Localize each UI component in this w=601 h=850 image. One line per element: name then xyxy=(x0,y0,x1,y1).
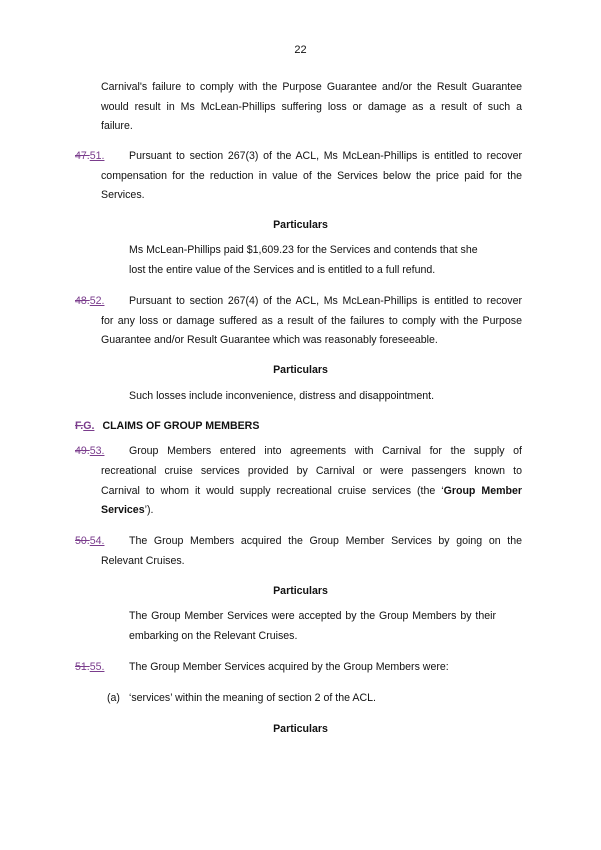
defined-term: Group Member xyxy=(443,485,523,497)
sub-item-a-label: (a) xyxy=(107,692,120,704)
particulars2-line-1: Such losses include inconvenience, distress and disappointment. xyxy=(129,390,435,402)
intro-line-1: Carnival's failure to comply with the Purpose Guarantee and/or the Result Guarantee xyxy=(101,81,522,93)
deleted-number: 51. xyxy=(75,661,90,673)
deleted-section-letter: F. xyxy=(75,420,84,432)
para53-line-4 xyxy=(101,504,153,516)
particulars-heading-2: Particulars xyxy=(273,364,328,376)
inserted-number: 55. xyxy=(89,661,105,673)
para54-line-2: Relevant Cruises. xyxy=(101,555,185,567)
deleted-number: 49. xyxy=(75,445,90,457)
para53-line-2: recreational cruise services provided by Carnival or were passengers known to xyxy=(101,465,522,477)
para52-line-1: Pursuant to section 267(4) of the ACL, Ms McLean-Phillips is entitled to recover xyxy=(129,295,522,307)
para55-line-1: The Group Member Services acquired by the Group Members were: xyxy=(129,661,449,673)
particulars3-line-1: The Group Member Services were accepted by the Group Members by their xyxy=(129,610,496,622)
particulars1-line-1: Ms McLean-Phillips paid $1,609.23 for the Services and contends that she xyxy=(129,244,478,256)
particulars3-line-2: embarking on the Relevant Cruises. xyxy=(129,630,298,642)
para53-line-3 xyxy=(101,485,522,497)
para52-line-3: Guarantee and/or Result Guarantee which was reasonably foreseeable. xyxy=(101,334,438,346)
inserted-number: 54. xyxy=(89,535,105,547)
particulars-heading-1: Particulars xyxy=(273,219,328,231)
para53-line-1: Group Members entered into agreements with Carnival for the supply of xyxy=(129,445,522,457)
para54-line-1: The Group Members acquired the Group Member Services by going on the xyxy=(129,535,522,547)
intro-line-3: failure. xyxy=(101,120,133,132)
para52-line-2: for any loss or damage suffered as a result of the failures to comply with the Purpose xyxy=(101,315,522,327)
defined-term-end: Services xyxy=(101,504,145,516)
inserted-number: 52. xyxy=(89,295,105,307)
page-number: 22 xyxy=(294,44,307,56)
particulars1-line-2: lost the entire value of the Services and is entitled to a full refund. xyxy=(129,264,436,276)
sub-item-a-text: ‘services’ within the meaning of section 2 of the ACL. xyxy=(129,692,376,704)
para-number-52 xyxy=(75,295,130,307)
deleted-number: 50. xyxy=(75,535,90,547)
deleted-number: 47. xyxy=(75,150,90,162)
section-title: CLAIMS OF GROUP MEMBERS xyxy=(102,420,260,432)
para51-line-3: Services. xyxy=(101,189,145,201)
para-number-51 xyxy=(75,150,130,162)
inserted-section-letter: G. xyxy=(83,420,95,432)
para-number-55 xyxy=(75,661,130,673)
para51-line-2: compensation for the reduction in value of the Services below the price paid for the xyxy=(101,170,522,182)
para51-line-1: Pursuant to section 267(3) of the ACL, Ms McLean-Phillips is entitled to recover xyxy=(129,150,522,162)
inserted-number: 53. xyxy=(89,445,105,457)
section-heading xyxy=(75,420,259,432)
para53-line-3-text: Carnival to whom it would supply recreational cruise services (the ‘ xyxy=(101,485,444,497)
para53-line-4-text: ’). xyxy=(144,504,154,516)
para-number-53 xyxy=(75,445,130,457)
intro-line-2: would result in Ms McLean-Phillips suffering loss or damage as a result of such a xyxy=(101,101,522,113)
inserted-number: 51. xyxy=(89,150,105,162)
particulars-heading-3: Particulars xyxy=(273,585,328,597)
deleted-number: 48. xyxy=(75,295,90,307)
para-number-54 xyxy=(75,535,130,547)
particulars-heading-4: Particulars xyxy=(273,723,328,735)
